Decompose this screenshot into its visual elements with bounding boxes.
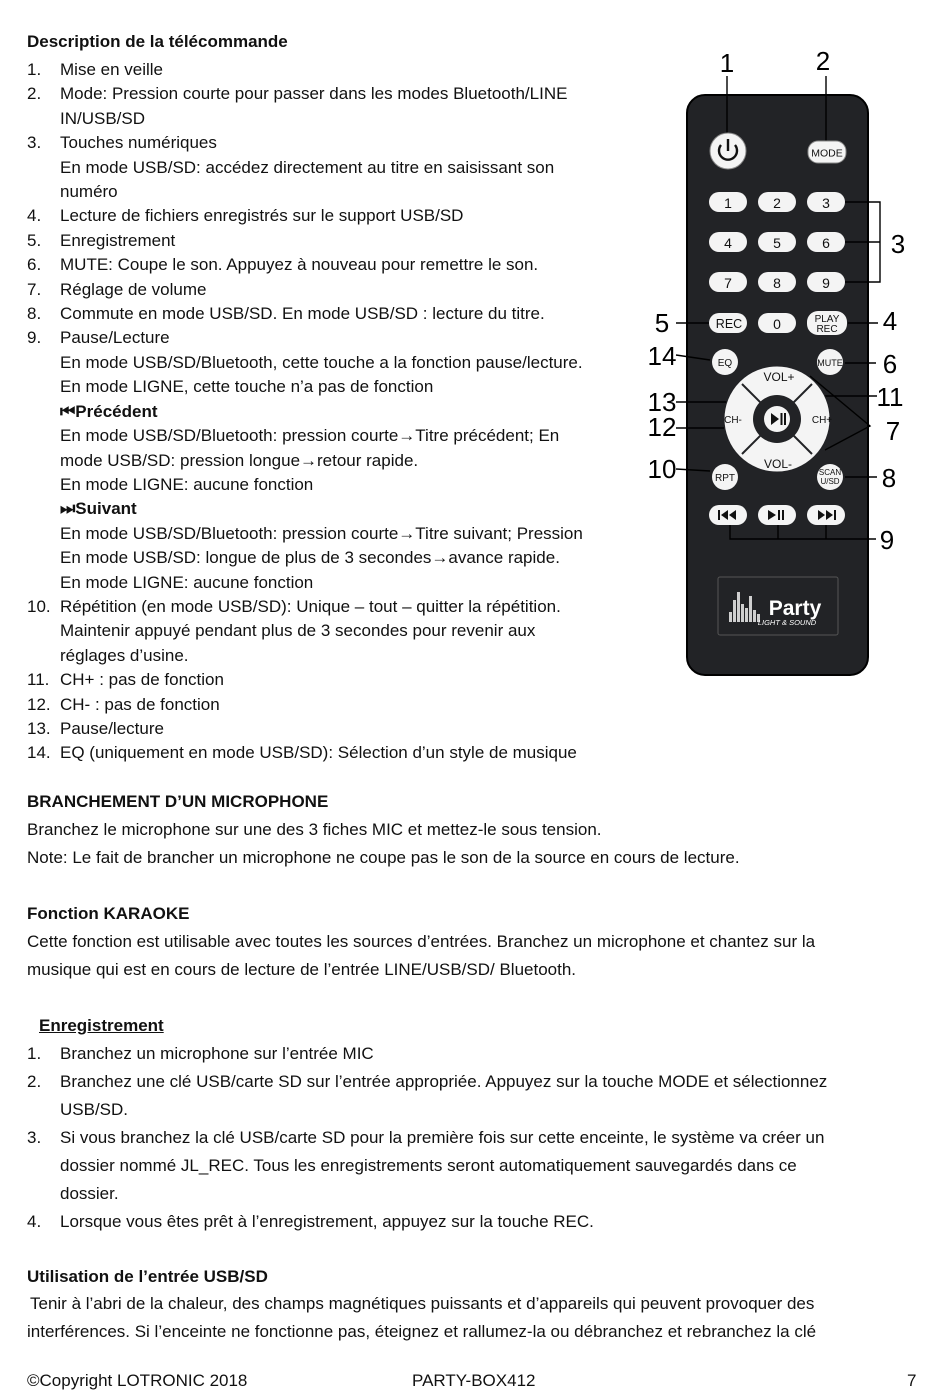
svg-text:Party: Party xyxy=(768,597,822,620)
list-item-continuation: numéro xyxy=(60,182,118,202)
callout-14: 14 xyxy=(647,341,677,371)
svg-text:U/SD: U/SD xyxy=(820,477,840,486)
karaoke-title: Fonction KARAOKE xyxy=(27,904,190,923)
list-item: 9. Pause/Lecture xyxy=(27,328,170,348)
svg-text:MODE: MODE xyxy=(811,147,843,160)
rec-button[interactable] xyxy=(709,313,747,333)
usb-title: Utilisation de l’entrée USB/SD xyxy=(27,1267,268,1286)
zero-button[interactable] xyxy=(758,313,796,333)
svg-text:8: 8 xyxy=(773,275,781,291)
list-item: 10. Répétition (en mode USB/SD): Unique – tout – quitter la répétition. xyxy=(27,596,561,616)
callout-4: 4 xyxy=(882,306,898,336)
list-item-continuation: En mode USB/SD/Bluetooth: pression courte→Titre suivant; Pression xyxy=(60,523,583,543)
list-item: 6. MUTE: Coupe le son. Appuyez à nouveau pour remettre le son. xyxy=(27,255,539,275)
svg-text:3: 3 xyxy=(822,195,830,211)
list-item: 14. EQ (uniquement en mode USB/SD): Sélection d’un style de musique xyxy=(27,743,577,763)
digit-button-2[interactable] xyxy=(758,192,796,212)
footer-copyright: ©Copyright LOTRONIC 2018 xyxy=(27,1371,248,1390)
svg-text:EQ: EQ xyxy=(717,358,733,369)
center-play-pause-button[interactable] xyxy=(764,406,790,432)
digit-button-7[interactable] xyxy=(709,272,747,292)
play-rec-button[interactable] xyxy=(807,311,847,335)
digit-button-3[interactable] xyxy=(807,192,845,212)
callout-13: 13 xyxy=(647,387,677,417)
previous-subheading: ⏮Précédent xyxy=(60,401,158,421)
microphone-line-1: Branchez le microphone sur une des 3 fiches MIC et mettez-le sous tension. xyxy=(27,820,602,839)
callout-9: 9 xyxy=(879,525,895,555)
callout-8: 8 xyxy=(881,463,897,493)
remote-section-title: Description de la télécommande xyxy=(27,32,288,51)
callout-1: 1 xyxy=(719,48,735,78)
svg-text:2: 2 xyxy=(773,195,781,211)
footer-page-number: 7 xyxy=(907,1371,917,1390)
callout-3: 3 xyxy=(890,229,906,259)
svg-text:4: 4 xyxy=(724,235,732,251)
list-item-continuation: Maintenir appuyé pendant plus de 3 secondes pour revenir aux xyxy=(60,621,536,641)
footer-model: PARTY-BOX412 xyxy=(412,1371,536,1390)
svg-text:RPT: RPT xyxy=(715,473,735,484)
usb-line-1: Tenir à l’abri de la chaleur, des champs magnétiques puissants et d’appareils qui peuvent provoquer des xyxy=(30,1294,815,1313)
list-item: 2. Mode: Pression courte pour passer dans les modes Bluetooth/LINE xyxy=(27,84,568,104)
list-item-continuation: En mode USB/SD/Bluetooth: pression courte→Titre précédent; En xyxy=(60,426,560,446)
svg-text:SCAN: SCAN xyxy=(818,468,842,477)
callout-7: 7 xyxy=(885,416,901,446)
next-subheading: ⏭Suivant xyxy=(60,499,137,519)
digit-button-1[interactable] xyxy=(709,192,747,212)
svg-text:0: 0 xyxy=(773,316,781,332)
svg-text:7: 7 xyxy=(724,275,732,291)
list-item: 3. Si vous branchez la clé USB/carte SD pour la première fois sur cette enceinte, le système va créer un xyxy=(27,1128,825,1147)
usb-line-2: interférences. Si l’enceinte ne fonctionne pas, éteignez et rallumez-la ou débranchez et rebranchez la clé xyxy=(27,1322,817,1341)
svg-text:REC: REC xyxy=(715,317,743,331)
previous-button[interactable] xyxy=(709,505,747,525)
list-item-continuation: En mode USB/SD: accédez directement au titre en saisissant son xyxy=(60,157,555,177)
list-item: 3. Touches numériques xyxy=(27,133,217,153)
ch-plus-button[interactable]: CH+ xyxy=(811,415,833,426)
svg-text:9: 9 xyxy=(822,275,830,291)
party-logo xyxy=(718,577,838,635)
callout-2: 2 xyxy=(815,46,831,76)
karaoke-line-2: musique qui est en cours de lecture de l’entrée LINE/USB/SD/ Bluetooth. xyxy=(27,960,577,979)
vol-up-button[interactable]: VOL+ xyxy=(763,370,795,384)
remote-function-list xyxy=(27,58,637,766)
vol-down-button[interactable]: VOL- xyxy=(763,457,793,471)
list-item-continuation: En mode LIGNE, cette touche n’a pas de fonction xyxy=(60,377,434,397)
callout-5: 5 xyxy=(654,308,670,338)
microphone-title: BRANCHEMENT D’UN MICROPHONE xyxy=(27,792,329,811)
play-pause-button[interactable] xyxy=(758,505,796,525)
list-item: 4. Lorsque vous êtes prêt à l’enregistrement, appuyez sur la touche REC. xyxy=(27,1212,594,1231)
svg-text:MUTE: MUTE xyxy=(817,358,843,368)
digit-button-5[interactable] xyxy=(758,232,796,252)
list-item-continuation: En mode LIGNE: aucune fonction xyxy=(60,474,314,494)
digit-button-9[interactable] xyxy=(807,272,845,292)
list-item: 12. CH- : pas de fonction xyxy=(27,694,220,714)
mode-button[interactable] xyxy=(808,141,846,163)
list-item: 7. Réglage de volume xyxy=(27,279,207,299)
svg-text:1: 1 xyxy=(724,195,732,211)
callout-12: 12 xyxy=(647,412,677,442)
svg-text:LIGHT & SOUND: LIGHT & SOUND xyxy=(757,618,817,627)
recording-title: Enregistrement xyxy=(39,1016,164,1035)
list-item: 8. Commute en mode USB/SD. En mode USB/SD : lecture du titre. xyxy=(27,304,545,324)
list-item-continuation: mode USB/SD: pression longue→retour rapide. xyxy=(60,450,419,470)
digit-button-4[interactable] xyxy=(709,232,747,252)
ch-minus-button[interactable]: CH- xyxy=(724,415,742,426)
digit-button-6[interactable] xyxy=(807,232,845,252)
list-item: 4. Lecture de fichiers enregistrés sur le support USB/SD xyxy=(27,206,464,226)
svg-text:6: 6 xyxy=(822,235,830,251)
svg-text:REC: REC xyxy=(816,324,838,335)
list-item-continuation: réglages d’usine. xyxy=(60,645,189,665)
rpt-button[interactable] xyxy=(712,464,738,490)
list-item-continuation: dossier nommé JL_REC. Tous les enregistrements seront automatiquement sauvegardés dans ce xyxy=(60,1156,797,1175)
next-button[interactable] xyxy=(807,505,845,525)
list-item: 1. Branchez un microphone sur l’entrée MIC xyxy=(27,1044,374,1063)
eq-button[interactable] xyxy=(712,349,738,375)
list-item: 2. Branchez une clé USB/carte SD sur l’entrée appropriée. Appuyez sur la touche MODE et sélectionnez xyxy=(27,1072,828,1091)
mute-button[interactable] xyxy=(817,349,843,375)
list-item-continuation: IN/USB/SD xyxy=(60,108,146,128)
list-item-continuation: dossier. xyxy=(60,1184,119,1203)
list-item: 11. CH+ : pas de fonction xyxy=(27,670,224,690)
callout-6: 6 xyxy=(882,349,898,379)
list-item: 1. Mise en veille xyxy=(27,60,163,79)
list-item: 5. Enregistrement xyxy=(27,230,176,250)
karaoke-line-1: Cette fonction est utilisable avec toutes les sources d’entrées. Branchez un microphone et chantez sur la xyxy=(27,932,816,951)
list-item-continuation: En mode LIGNE: aucune fonction xyxy=(60,572,314,592)
list-item-continuation: En mode USB/SD/Bluetooth, cette touche a la fonction pause/lecture. xyxy=(60,352,583,372)
svg-text:5: 5 xyxy=(773,235,781,251)
list-item-continuation: USB/SD. xyxy=(60,1100,129,1119)
svg-text:PLAY: PLAY xyxy=(814,314,840,325)
list-item: 13. Pause/lecture xyxy=(27,718,164,738)
recording-steps-list xyxy=(27,1040,887,1236)
power-button[interactable] xyxy=(710,133,746,169)
microphone-line-2: Note: Le fait de brancher un microphone ne coupe pas le son de la source en cours de lecture. xyxy=(27,848,740,867)
remote-diagram xyxy=(640,40,920,685)
list-item-continuation: En mode USB/SD: longue de plus de 3 secondes→avance rapide. xyxy=(60,548,560,568)
callout-10: 10 xyxy=(647,454,677,484)
scan-button[interactable] xyxy=(817,464,843,490)
digit-button-8[interactable] xyxy=(758,272,796,292)
callout-11: 11 xyxy=(876,382,904,412)
